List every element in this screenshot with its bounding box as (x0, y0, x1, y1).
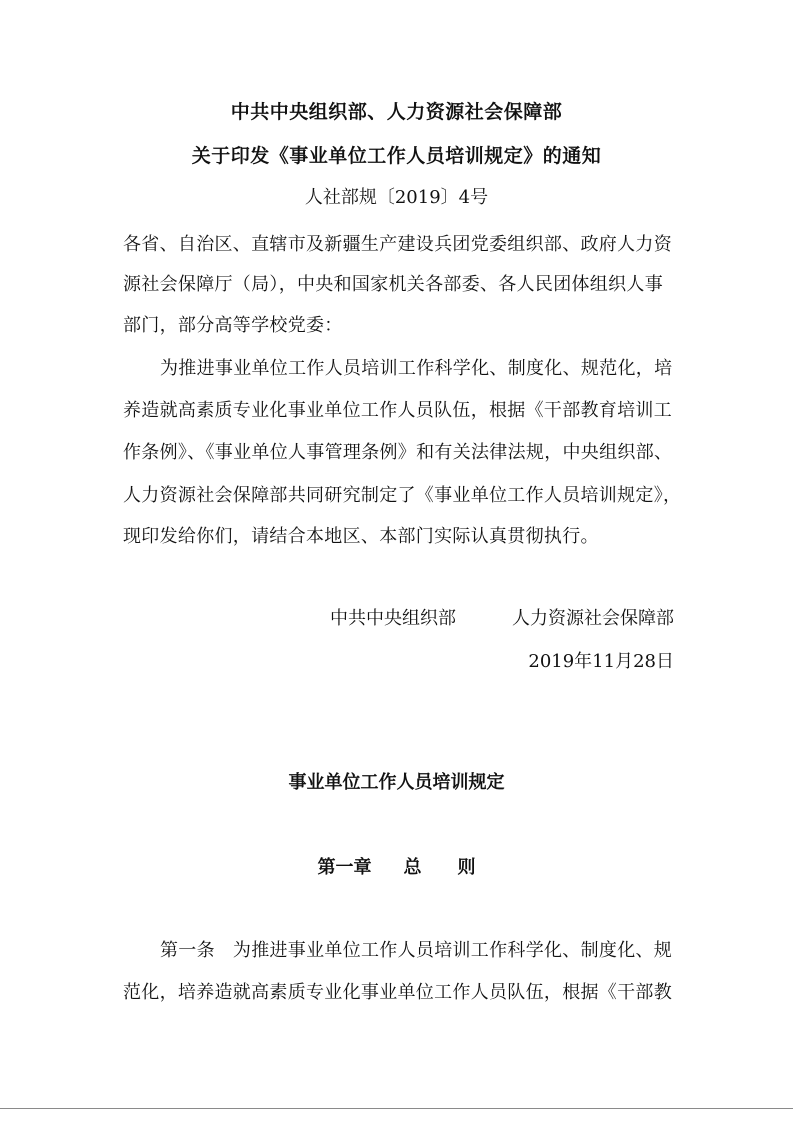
notice-title-line-2: 关于印发《事业单位工作人员培训规定》的通知 (191, 145, 602, 167)
article-1-label: 第一条 (160, 940, 215, 961)
chapter-heading (0, 853, 793, 879)
addressee-line-1: 各省、自治区、直辖市及新疆生产建设兵团党委组织部、政府人力资 (123, 234, 672, 255)
signature-date: 2019年11月28日 (528, 651, 674, 672)
signature-org-1: 中共中央组织部 (330, 608, 456, 629)
body-line-2: 养造就高素质专业化事业单位工作人员队伍，根据《干部教育培训工 (123, 400, 672, 421)
page-bottom-divider (0, 1108, 793, 1109)
article-1-line-1 (160, 936, 683, 962)
document-number: 人社部规〔2019〕4号 (304, 187, 489, 208)
body-line-5: 现印发给你们，请结合本地区、本部门实际认真贯彻执行。 (123, 526, 599, 547)
signature-orgs (330, 604, 674, 630)
chapter-title-char-1: 总 (403, 857, 422, 878)
addressee-line-3: 部门，部分高等学校党委： (123, 315, 343, 336)
article-1-line-2: 范化，培养造就高素质专业化事业单位工作人员队伍，根据《干部教 (123, 982, 672, 1003)
regulation-title: 事业单位工作人员培训规定 (288, 772, 505, 793)
signature-org-2: 人力资源社会保障部 (512, 608, 674, 629)
article-1-text-1: 为推进事业单位工作人员培训工作科学化、制度化、规 (232, 940, 673, 961)
notice-title-line-1: 中共中央组织部、人力资源社会保障部 (230, 101, 563, 123)
chapter-title-char-2: 则 (457, 857, 476, 878)
chapter-number: 第一章 (317, 857, 372, 878)
body-line-1: 为推进事业单位工作人员培训工作科学化、制度化、规范化，培 (160, 358, 673, 379)
body-line-4: 人力资源社会保障部共同研究制定了《事业单位工作人员培训规定》， (123, 485, 682, 506)
body-line-3: 作条例》、《事业单位人事管理条例》和有关法律法规，中央组织部、 (123, 442, 673, 463)
addressee-line-2: 源社会保障厅（局），中央和国家机关各部委、各人民团体组织人事 (123, 274, 663, 295)
